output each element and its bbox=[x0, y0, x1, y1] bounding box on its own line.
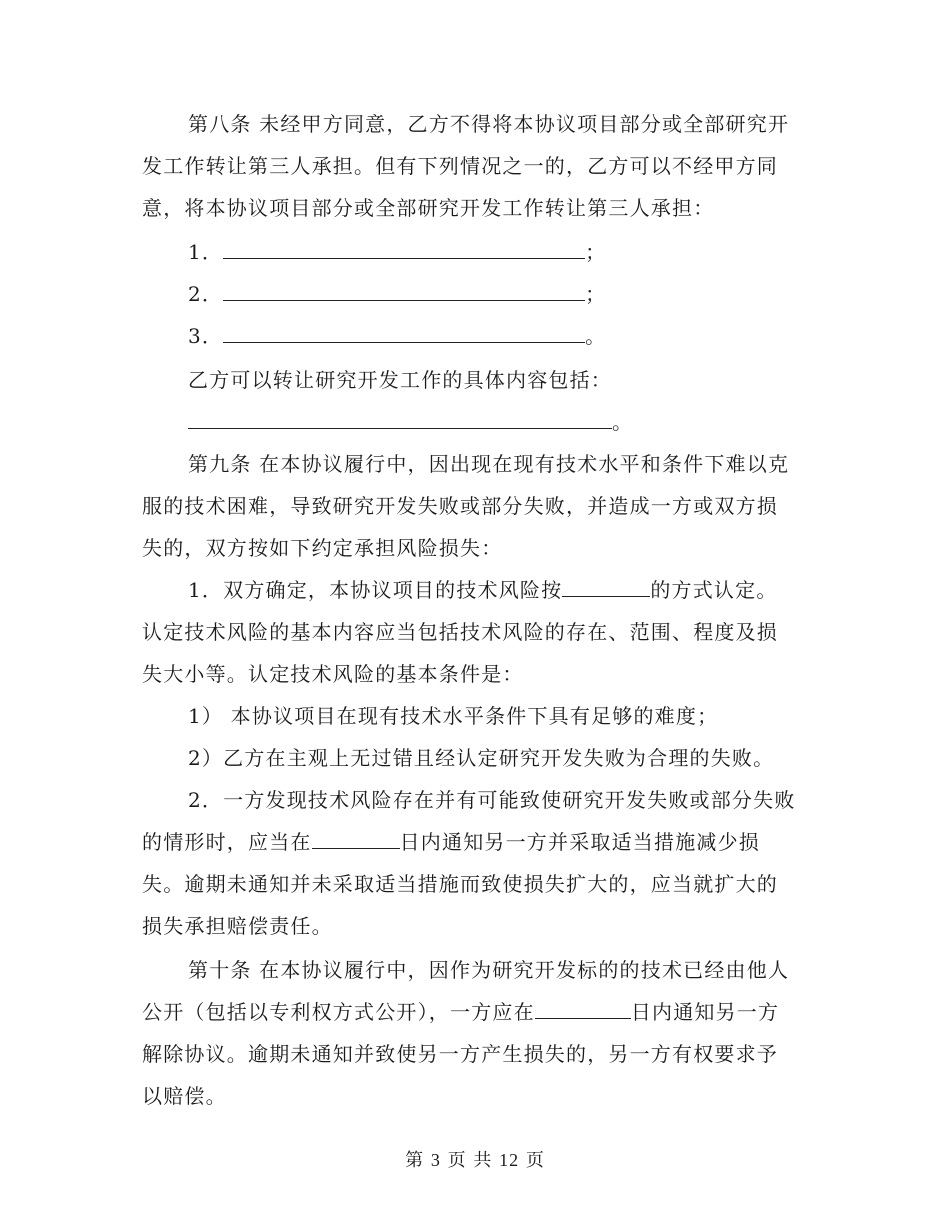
article9-condition-2: 2）乙方在主观上无过错且经认定研究开发失败为合理的失败。 bbox=[188, 746, 775, 770]
item-number: 1． bbox=[188, 240, 224, 264]
item-punctuation: 。 bbox=[585, 324, 607, 348]
text-segment: 日内通知另一方 bbox=[630, 1000, 780, 1024]
article9-p1-line1 bbox=[188, 578, 778, 602]
article9-p2-line4: 损失承担赔偿责任。 bbox=[142, 914, 333, 938]
article8-line3: 意，将本协议项目部分或全部研究开发工作转让第三人承担： bbox=[142, 196, 715, 220]
article9-line1: 第九条 在本协议履行中，因出现在现有技术水平和条件下难以克 bbox=[188, 452, 790, 476]
text-segment: 日内通知另一方并采取适当措施减少损 bbox=[399, 830, 761, 854]
item-punctuation: ； bbox=[585, 282, 607, 306]
text-segment: 的方式认定。 bbox=[650, 578, 778, 602]
fill-in-blank[interactable] bbox=[223, 324, 585, 343]
footer-suffix: 页 bbox=[525, 1150, 545, 1171]
footer-prefix: 第 bbox=[405, 1150, 425, 1171]
item-number: 2． bbox=[188, 282, 224, 306]
item-number: 3． bbox=[188, 324, 224, 348]
line-punctuation: 。 bbox=[612, 410, 634, 434]
article9-p2-line1: 2．一方发现技术风险存在并有可能致使研究开发失败或部分失败 bbox=[188, 788, 796, 812]
article10-line2 bbox=[142, 1000, 779, 1024]
text-segment: 公开（包括以专利权方式公开），一方应在 bbox=[142, 1000, 535, 1024]
page-footer bbox=[0, 1148, 950, 1173]
article8-content-line bbox=[188, 410, 633, 434]
article8-item-1 bbox=[188, 240, 606, 264]
fill-in-blank[interactable] bbox=[535, 1000, 631, 1019]
article9-p1-line2: 认定技术风险的基本内容应当包括技术风险的存在、范围、程度及损 bbox=[142, 620, 778, 644]
article9-p2-line3: 失。逾期未通知并未采取适当措施而致使损失扩大的，应当就扩大的 bbox=[142, 872, 778, 896]
article8-content-label: 乙方可以转让研究开发工作的具体内容包括： bbox=[188, 368, 612, 392]
footer-middle: 页 共 bbox=[447, 1150, 493, 1171]
article9-condition-1: 1） 本协议项目在现有技术水平条件下具有足够的难度； bbox=[188, 704, 719, 728]
fill-in-blank[interactable] bbox=[188, 410, 612, 429]
article9-line3: 失的，双方按如下约定承担风险损失： bbox=[142, 536, 503, 560]
article10-line1: 第十条 在本协议履行中，因作为研究开发标的的技术已经由他人 bbox=[188, 958, 790, 982]
article9-p2-line2 bbox=[142, 830, 760, 854]
article8-line1: 第八条 未经甲方同意，乙方不得将本协议项目部分或全部研究开 bbox=[188, 112, 790, 136]
article10-line4: 以赔偿。 bbox=[142, 1084, 227, 1108]
total-page-count: 12 bbox=[499, 1150, 520, 1170]
text-segment: 1．双方确定，本协议项目的技术风险按 bbox=[188, 578, 563, 602]
text-segment: 的情形时，应当在 bbox=[142, 830, 312, 854]
article10-line3: 解除协议。逾期未通知并致使另一方产生损失的，另一方有权要求予 bbox=[142, 1042, 778, 1066]
fill-in-blank[interactable] bbox=[562, 578, 650, 597]
article9-p1-line3: 失大小等。认定技术风险的基本条件是： bbox=[142, 662, 524, 686]
fill-in-blank[interactable] bbox=[223, 282, 585, 301]
current-page-number: 3 bbox=[430, 1150, 441, 1170]
article9-line2: 服的技术困难，导致研究开发失败或部分失败，并造成一方或双方损 bbox=[142, 494, 778, 518]
item-punctuation: ； bbox=[585, 240, 607, 264]
fill-in-blank[interactable] bbox=[223, 240, 585, 259]
article8-line2: 发工作转让第三人承担。但有下列情况之一的，乙方可以不经甲方同 bbox=[142, 154, 778, 178]
article8-item-2 bbox=[188, 282, 606, 306]
fill-in-blank[interactable] bbox=[312, 830, 400, 849]
article8-item-3 bbox=[188, 324, 606, 348]
